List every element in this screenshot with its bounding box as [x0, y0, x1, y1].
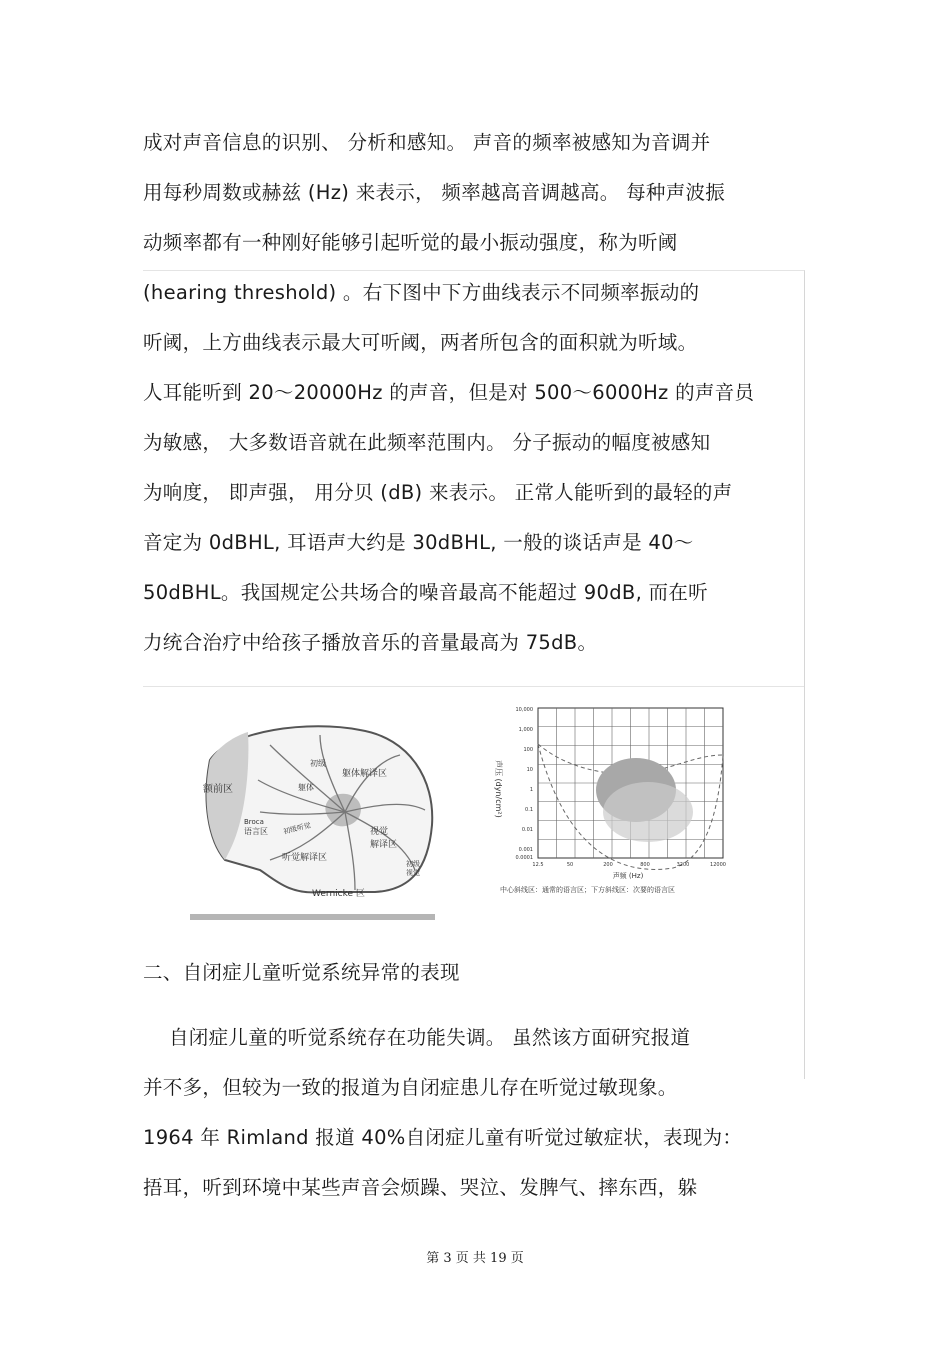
label-primary-v: 初级 [406, 860, 420, 868]
x-tick: 12.5 [532, 862, 544, 868]
y-tick: 0.1 [525, 807, 533, 813]
label-primary-auditory: 初级听觉 [282, 821, 312, 836]
x-tick: 50 [566, 862, 574, 868]
text-line: 人耳能听到 20～20000Hz 的声音，但是对 500～6000Hz 的声音员 [143, 381, 755, 404]
y-tick: 0.01 [521, 827, 533, 833]
brain-figure [170, 720, 450, 930]
x-axis-ticks [532, 862, 726, 868]
chart-ylabel: 声压 (dyn/cm²) [494, 760, 503, 818]
label-wernicke: Wernicke 区 [312, 889, 365, 899]
label-visual: 视觉 [370, 827, 389, 837]
x-tick: 200 [603, 862, 613, 868]
y-tick: 10 [526, 767, 533, 773]
text-line: 自闭症儿童的听觉系统存在功能失调。 虽然该方面研究报道 [143, 1026, 691, 1049]
text-line: 捂耳，听到环境中某些声音会烦躁、哭泣、发脾气、摔东西，躲 [143, 1176, 698, 1199]
label-broca: Broca [244, 818, 264, 826]
text-line: 听阈，上方曲线表示最大可听阈，两者所包含的面积就为听域。 [143, 331, 698, 354]
chart-xlabel: 声频 (Hz) [612, 872, 644, 880]
label-somatic-area: 躯体解译区 [342, 769, 388, 779]
text-line: 动频率都有一种刚好能够引起听觉的最小振动强度，称为听阈 [143, 231, 678, 254]
label-auditory-area: 听觉解译区 [282, 853, 328, 863]
y-tick: 0.0001 [515, 855, 533, 861]
label-somatic: 躯体 [298, 783, 314, 792]
y-tick: 1 [529, 787, 533, 793]
secondary-speech-area [603, 782, 693, 842]
label-primary: 初级 [310, 759, 326, 768]
page-footer: 第 3 页 共 19 页 [426, 1251, 524, 1266]
text-line: 力统合治疗中给孩子播放音乐的音量最高为 75dB。 [143, 631, 598, 654]
y-tick: 100 [523, 747, 533, 753]
label-prefrontal: 额前区 [203, 784, 233, 795]
label-speech: 语言区 [244, 827, 268, 836]
text-line: 并不多，但较为一致的报道为自闭症患儿存在听觉过敏现象。 [143, 1076, 678, 1099]
y-tick: 1,000 [518, 727, 533, 733]
x-tick: 12000 [710, 862, 726, 868]
figure-divider [143, 686, 804, 687]
chart-caption: 中心斜线区：通常的语言区；下方斜线区：次要的语言区 [500, 886, 675, 894]
x-tick: 800 [640, 862, 650, 868]
x-tick: 3200 [676, 862, 690, 868]
text-line: 用每秒周数或赫兹 (Hz) 来表示， 频率越高音调越高。 每种声波振 [143, 181, 726, 204]
section-heading: 二、自闭症儿童听觉系统异常的表现 [143, 961, 460, 984]
text-line: 1964 年 Rimland 报道 40%自闭症儿童有听觉过敏症状，表现为： [143, 1126, 743, 1149]
text-line: 为响度， 即声强， 用分贝 (dB) 来表示。 正常人能听到的最轻的声 [143, 481, 733, 504]
hearing-range-chart [478, 700, 748, 900]
text-line: (hearing threshold) 。右下图中下方曲线表示不同频率振动的 [143, 281, 700, 304]
y-axis-ticks [516, 707, 534, 861]
text-line: 50dBHL。我国规定公共场合的噪音最高不能超过 90dB, 而在听 [143, 581, 708, 604]
text-line: 为敏感， 大多数语音就在此频率范围内。 分子振动的幅度被感知 [143, 431, 711, 454]
text-line: 音定为 0dBHL, 耳语声大约是 30dBHL, 一般的谈话声是 40～ [143, 531, 694, 554]
label-visual-area: 解译区 [370, 840, 398, 850]
y-tick: 0.001 [518, 847, 533, 853]
text-line: 成对声音信息的识别、 分析和感知。 声音的频率被感知为音调并 [143, 131, 711, 154]
label-vision: 视觉 [406, 869, 420, 877]
y-tick: 10,000 [515, 707, 533, 713]
